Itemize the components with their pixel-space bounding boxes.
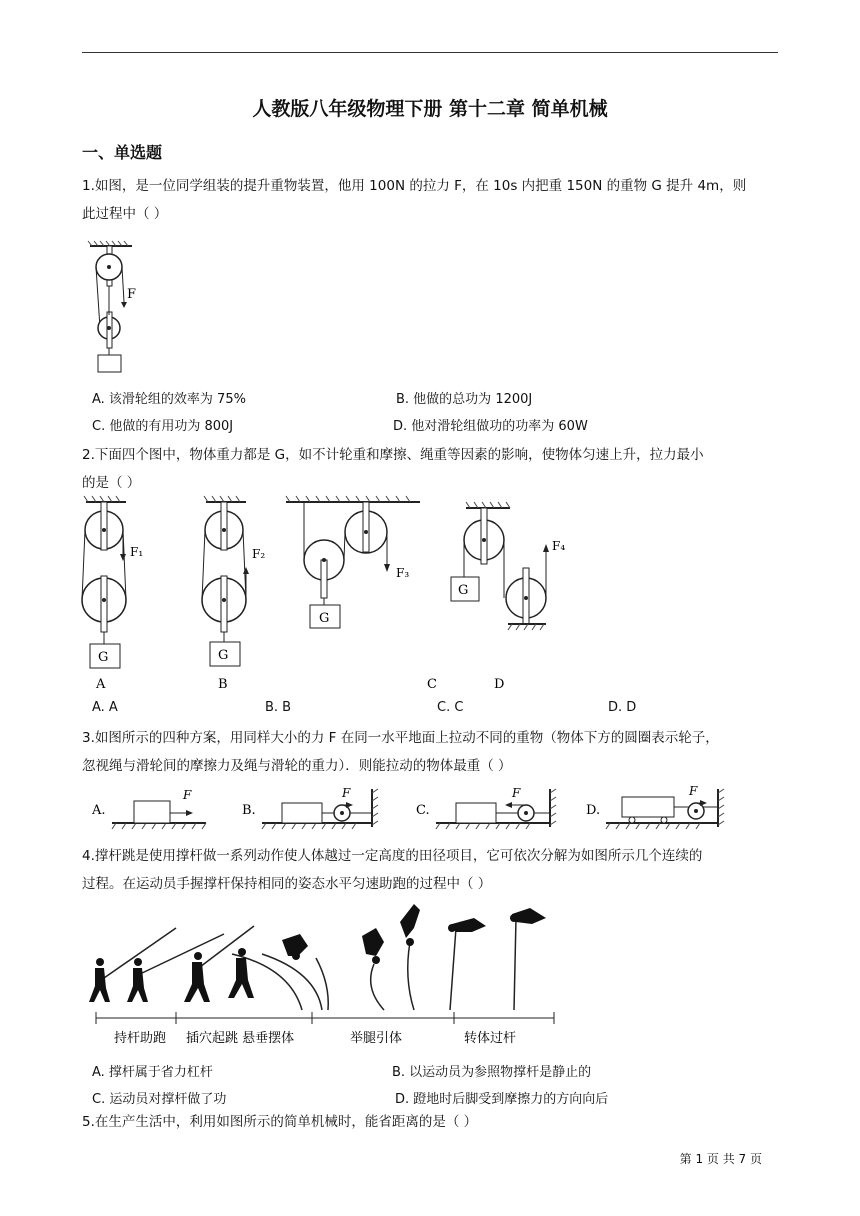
- q4-pole-vault-figure: [84, 898, 564, 1054]
- q2-label-c: C: [427, 677, 437, 692]
- header-rule: [82, 52, 778, 53]
- q1-pulley-figure: [86, 240, 156, 375]
- q2-weight-a: G: [98, 650, 109, 665]
- q2-force-f1: F₁: [130, 545, 144, 559]
- q3-figure-b: [242, 786, 378, 829]
- q3-figure-a: [91, 788, 206, 829]
- q3-force-a: F: [183, 788, 192, 802]
- q2-weight-c: G: [319, 611, 330, 626]
- q1-option-a[interactable]: A. 该滑轮组的效率为 75%: [92, 392, 246, 407]
- page-footer: 第 1 页 共 7 页: [679, 1152, 762, 1166]
- q3-label-c: C.: [416, 803, 430, 818]
- q2-label-b: B: [218, 677, 228, 692]
- question-2-text: [82, 441, 782, 497]
- q2-label-d: D: [494, 677, 505, 692]
- q2-option-b[interactable]: B. B: [265, 700, 292, 715]
- q3-force-c: F: [512, 786, 521, 800]
- q4-option-a[interactable]: A. 撑杆属于省力杠杆: [92, 1065, 213, 1080]
- q2-pulley-figures: [80, 492, 580, 694]
- q4-phase-run: 持杆助跑: [114, 1031, 167, 1046]
- q3-label-b: B.: [242, 803, 256, 818]
- page-title: 人教版八年级物理下册 第十二章 简单机械: [252, 98, 608, 120]
- q3-label-a: A.: [92, 803, 106, 818]
- q2-option-a[interactable]: A. A: [92, 700, 118, 715]
- q4-phase-takeoff-swing: 插穴起跳 悬垂摆体: [186, 1031, 295, 1046]
- question-1-line-1: 1.如图，是一位同学组装的提升重物装置，他用 100N 的拉力 F，在 10s 内把重 150N 的重物 G 提升 4m，则: [82, 178, 747, 194]
- q2-force-f4: F₄: [552, 539, 566, 553]
- q4-option-b[interactable]: B. 以运动员为参照物撑杆是静止的: [392, 1065, 592, 1080]
- section-heading: 一、单选题: [82, 143, 163, 162]
- question-2-line-1: 2.下面四个图中，物体重力都是 G，如不计轮重和摩擦、绳重等因素的影响，使物体匀速上升，拉力最小: [82, 447, 704, 463]
- q3-label-d: D.: [586, 803, 601, 818]
- question-3-text: [82, 724, 782, 780]
- q2-figure-a: [82, 496, 143, 692]
- q2-figure-d: [451, 502, 565, 692]
- question-4-line-1: 4.撑杆跳是使用撑杆做一系列动作使人体越过一定高度的田径项目，它可依次分解为如图所示几个连续的: [82, 848, 703, 864]
- question-4-line-2: 过程。在运动员手握撑杆保持相同的姿态水平匀速助跑的过程中（ ）: [82, 876, 492, 892]
- q3-figure-d: [586, 784, 724, 829]
- q2-weight-b: G: [218, 648, 229, 663]
- q4-option-c[interactable]: C. 运动员对撑杆做了功: [92, 1092, 227, 1107]
- q1-option-d[interactable]: D. 他对滑轮组做功的功率为 60W: [393, 419, 588, 434]
- q2-force-f2: F₂: [252, 547, 266, 561]
- q2-weight-d: G: [458, 583, 469, 598]
- q2-force-f3: F₃: [396, 566, 410, 580]
- q2-option-c[interactable]: C. C: [437, 700, 464, 715]
- q2-label-a: A: [96, 677, 106, 692]
- q2-option-d[interactable]: D. D: [608, 700, 637, 715]
- q3-force-d: F: [689, 784, 698, 798]
- q1-option-c[interactable]: C. 他做的有用功为 800J: [92, 419, 234, 434]
- question-2-line-2: 的是（ ）: [82, 475, 141, 491]
- question-4-text: [82, 842, 782, 898]
- q3-figures: [86, 783, 746, 835]
- q4-phase-turn-clear: 转体过杆: [464, 1031, 517, 1046]
- question-1-text: [82, 172, 782, 228]
- q2-figure-b: [202, 496, 265, 692]
- q4-phase-leg-raise: 举腿引体: [350, 1031, 403, 1046]
- q2-figure-c: [286, 496, 437, 692]
- q3-figure-c: [416, 786, 556, 829]
- q1-force-label: F: [127, 287, 137, 302]
- question-1-line-2: 此过程中（ ）: [82, 206, 168, 222]
- question-3-line-2: 忽视绳与滑轮间的摩擦力及绳与滑轮的重力）．则能拉动的物体最重（ ）: [82, 758, 512, 774]
- question-3-line-1: 3.如图所示的四种方案，用同样大小的力 F 在同一水平地面上拉动不同的重物（物体下方的圆圈表示轮子，: [82, 730, 719, 746]
- question-5-text: 5.在生产生活中，利用如图所示的简单机械时，能省距离的是（ ）: [82, 1114, 478, 1130]
- q1-option-b[interactable]: B. 他做的总功为 1200J: [396, 392, 533, 407]
- q4-option-d[interactable]: D. 蹬地时后脚受到摩擦力的方向向后: [395, 1092, 609, 1107]
- q3-force-b: F: [342, 786, 351, 800]
